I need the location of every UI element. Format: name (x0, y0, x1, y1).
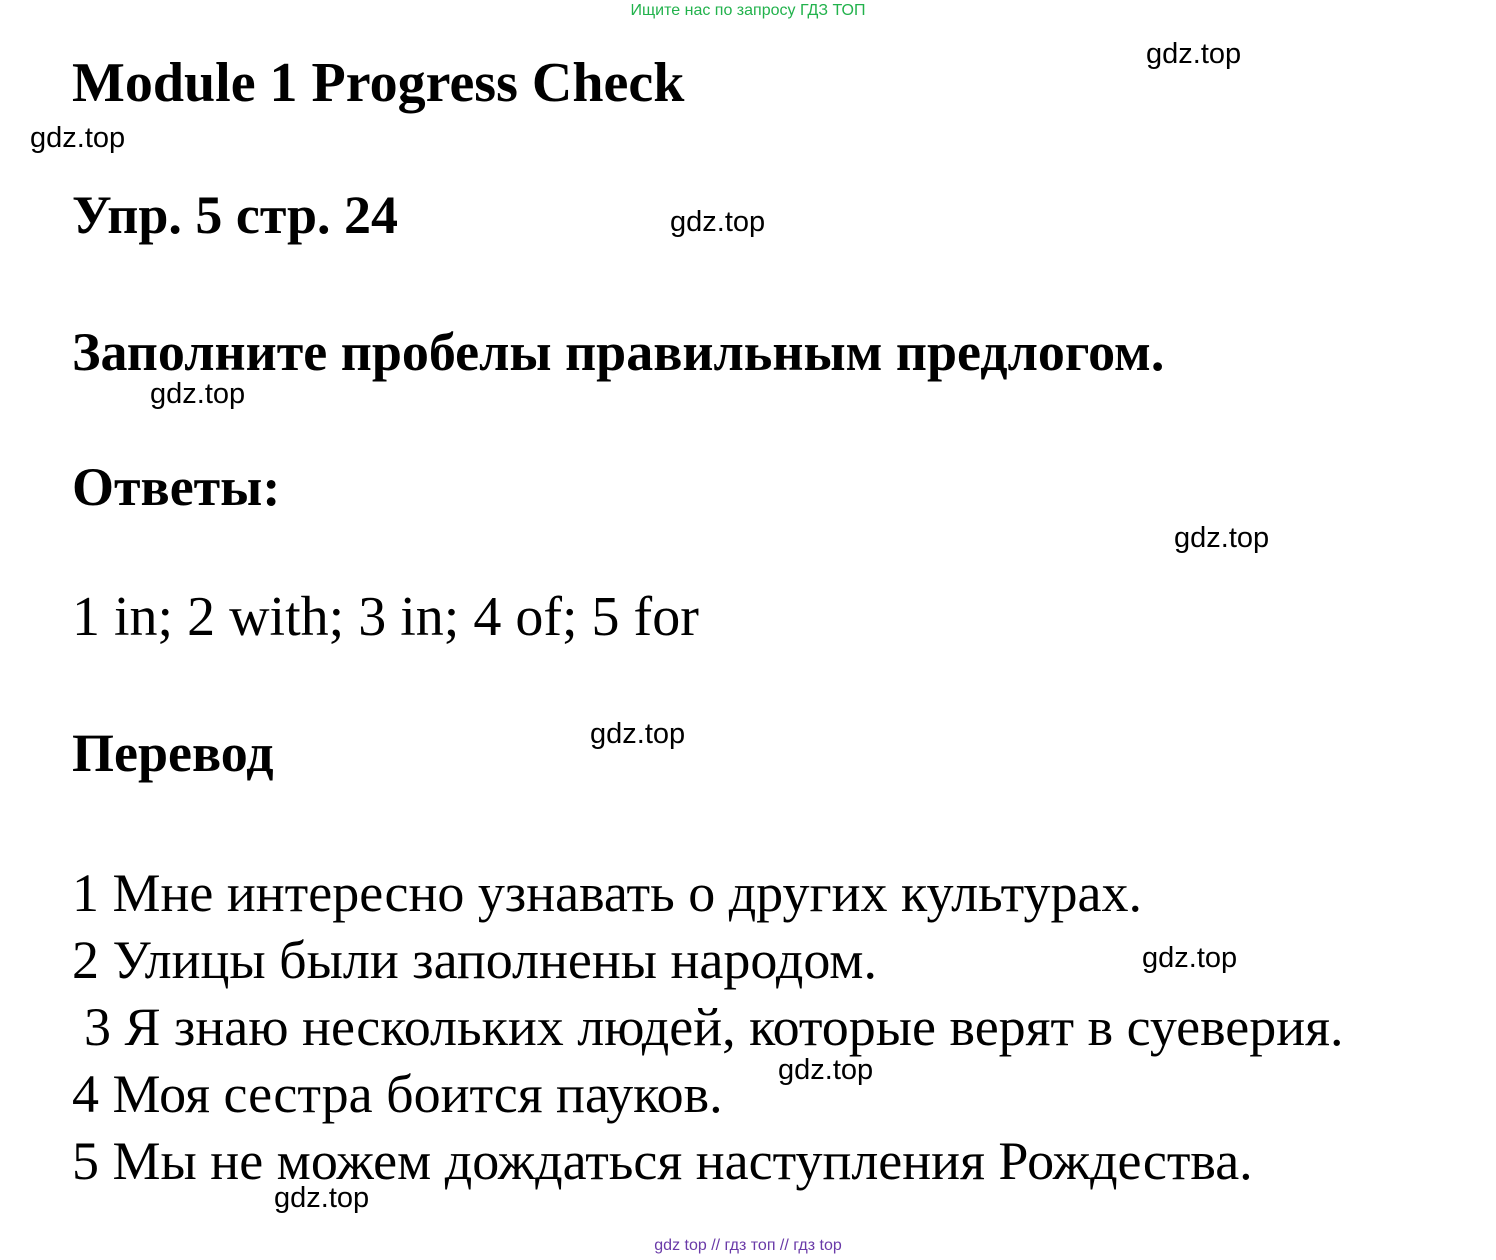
watermark: gdz.top (150, 378, 246, 410)
task-instruction: Заполните пробелы правильным предлогом. (72, 322, 1165, 382)
translation-item: 3 Я знаю нескольких людей, которые верят в суеверия. (84, 997, 1344, 1057)
translation-item: 1 Мне интересно узнавать о других культурах. (72, 863, 1142, 923)
translation-item: 5 Мы не можем дождаться наступления Рождества. (72, 1131, 1253, 1191)
exercise-reference: Упр. 5 стр. 24 (72, 185, 399, 245)
translation-item: 4 Моя сестра боится пауков. (72, 1064, 723, 1124)
watermark: gdz.top (1146, 38, 1242, 70)
watermark: gdz.top (670, 206, 766, 238)
footer-watermark: gdz top // гдз топ // гдз top (654, 1237, 842, 1254)
watermark: gdz.top (1174, 522, 1270, 554)
watermark: gdz.top (590, 718, 686, 750)
watermark: gdz.top (30, 122, 126, 154)
answers-heading: Ответы: (72, 457, 281, 517)
search-hint-banner: Ищите нас по запросу ГДЗ ТОП (630, 2, 866, 19)
watermark: gdz.top (274, 1182, 370, 1214)
translation-item: 2 Улицы были заполнены народом. (72, 930, 877, 990)
translation-list (72, 860, 1344, 1195)
watermark: gdz.top (778, 1054, 874, 1086)
translation-heading: Перевод (72, 723, 274, 783)
watermark: gdz.top (1142, 942, 1238, 974)
module-title: Module 1 Progress Check (72, 52, 685, 114)
answers-text: 1 in; 2 with; 3 in; 4 of; 5 for (72, 586, 699, 648)
